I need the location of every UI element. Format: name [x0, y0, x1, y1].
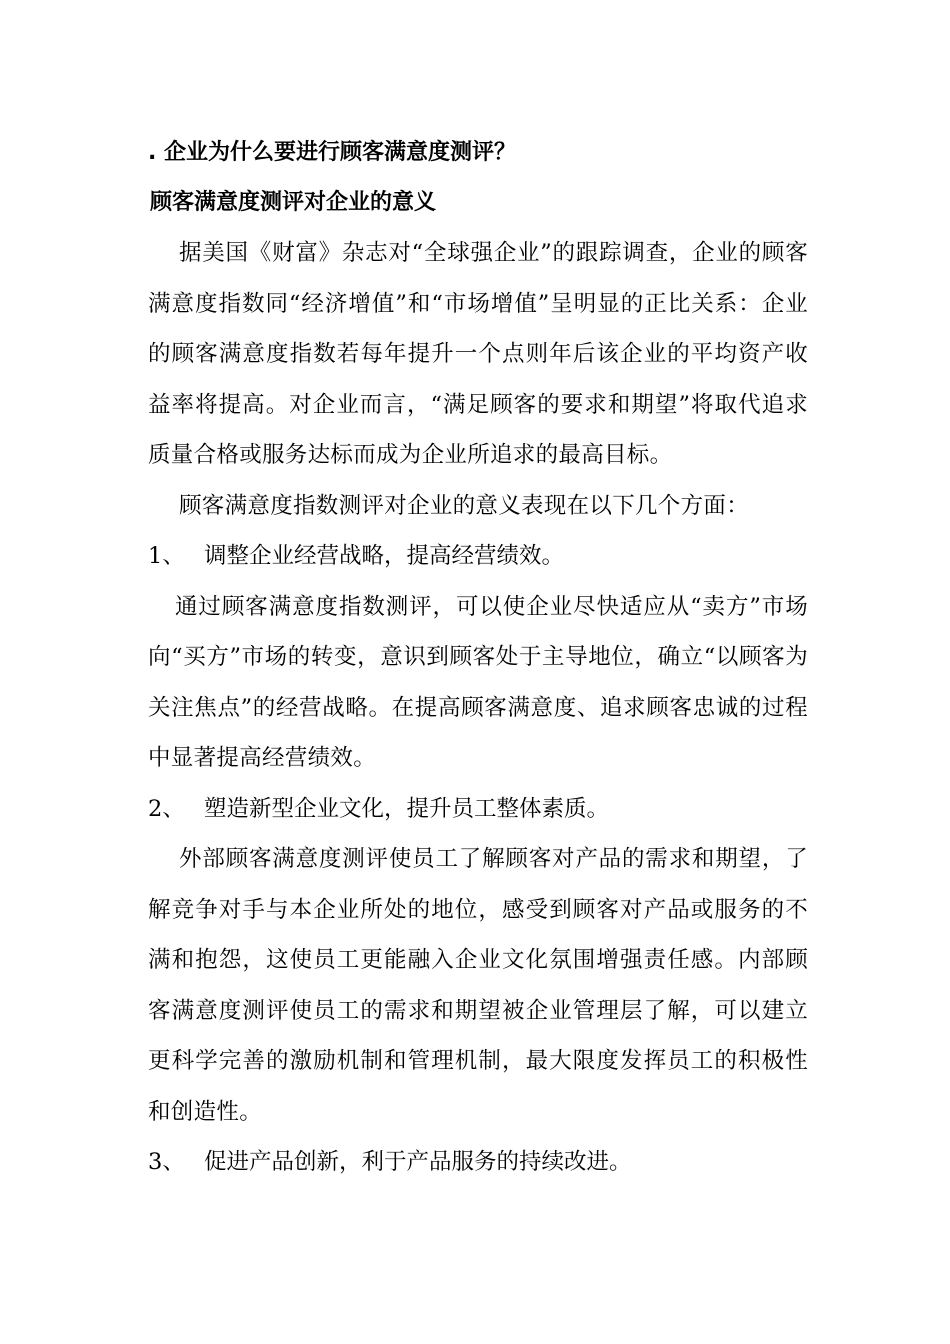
list-item-1-text: 调整企业经营战略，提高经营绩效。 [204, 543, 565, 569]
list-item-1-number: 1、 [148, 543, 185, 569]
list-item-2-text: 塑造新型企业文化，提升员工整体素质。 [204, 795, 610, 822]
question-heading: . 企业为什么要进行顾客满意度测评？ [148, 140, 517, 165]
document-body [148, 128, 808, 1188]
paragraph-strategy: 通过顾客满意度指数测评，可以使企业尽快适应从“卖方”市场向“买方”市场的转变，意识到顾客处于主导地位，确立“以顾客为关注焦点”的经营战略。在提高顾客满意度、追求顾客忠诚的过程中显著提高经营绩效。 [148, 593, 808, 771]
list-item-2-number: 2、 [148, 795, 185, 822]
list-item-3-number: 3、 [148, 1149, 185, 1175]
list-item-2 [148, 784, 808, 835]
list-item-3 [148, 1137, 808, 1188]
list-item-3-text: 促进产品创新，利于产品服务的持续改进。 [204, 1149, 632, 1175]
list-item-1 [148, 531, 808, 582]
section-subtitle: 顾客满意度测评对企业的意义 [150, 190, 437, 215]
paragraph-fortune-survey: 据美国《财富》杂志对“全球强企业”的跟踪调查，企业的顾客满意度指数同“经济增值”和“市场增值”呈明显的正比关系：企业的顾客满意度指数若每年提升一个点则年后该企业的平均资产收益率将提高。对企业而言，“满足顾客的要求和期望”将取代追求质量合格或服务达标而成为企业所追求的最高目标。 [148, 240, 808, 468]
paragraph-culture: 外部顾客满意度测评使员工了解顾客对产品的需求和期望，了解竞争对手与本企业所处的地位，感受到顾客对产品或服务的不满和抱怨，这使员工更能融入企业文化氛围增强责任感。内部顾客满意度测评使员工的需求和期望被企业管理层了解，可以建立更科学完善的激励机制和管理机制，最大限度发挥员工的积极性和创造性。 [148, 846, 808, 1125]
paragraph-significance-intro: 顾客满意度指数测评对企业的意义表现在以下几个方面： [179, 492, 750, 519]
